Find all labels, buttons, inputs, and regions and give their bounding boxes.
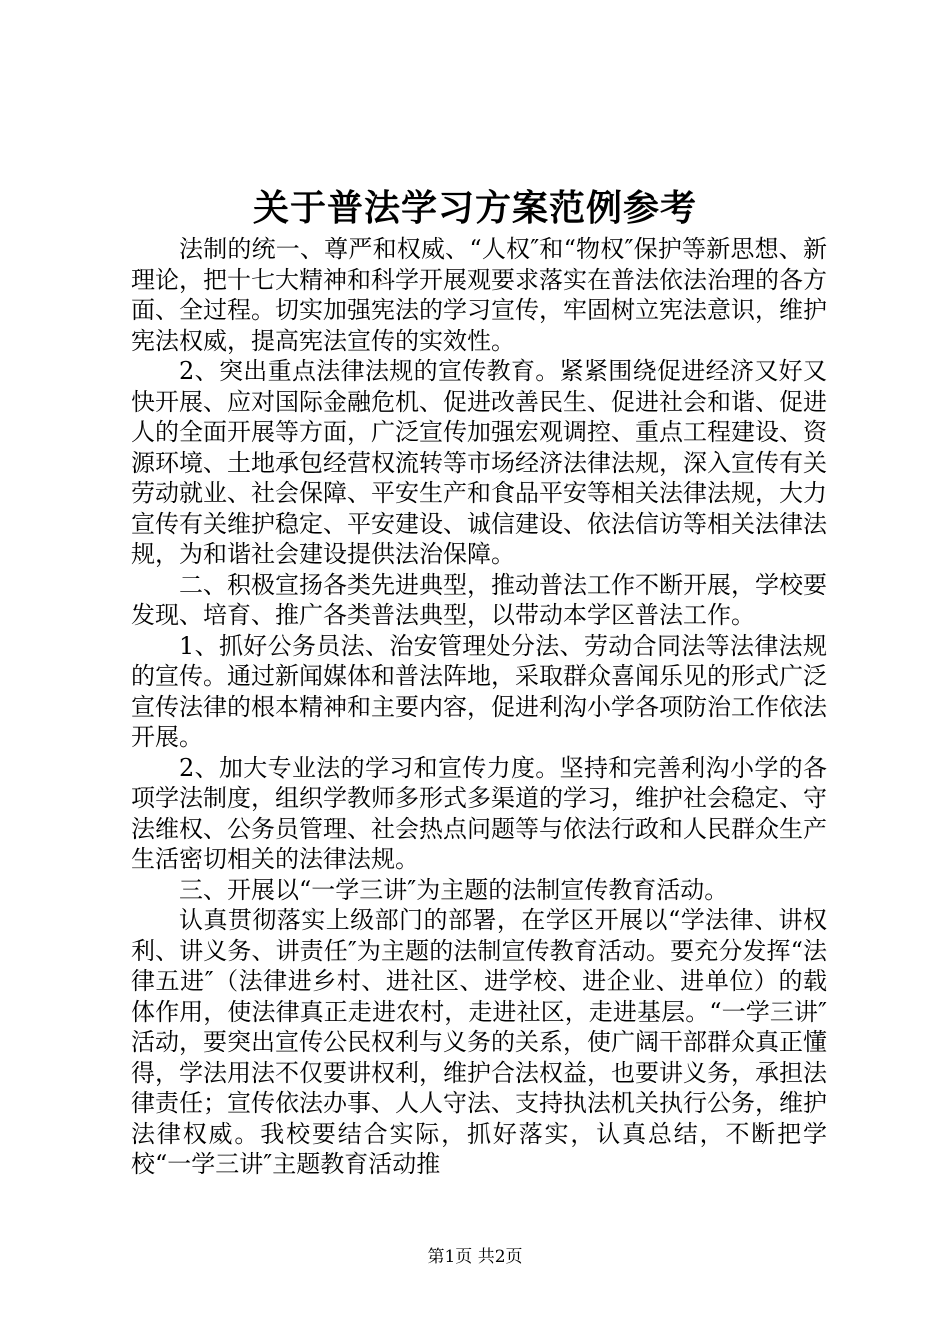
paragraph: 二、积极宣扬各类先进典型，推动普法工作不断开展，学校要发现、培育、推广各类普法典型，以带动本学区普法工作。: [131, 570, 827, 629]
paragraph: 法制的统一、尊严和权威、“人权″和“物权″保护等新思想、新理论，把十七大精神和科学开展观要求落实在普法依法治理的各方面、全过程。切实加强宪法的学习宣传，牢固树立宪法意识，维护宪法权威，提高宪法宣传的实效性。: [131, 235, 827, 355]
paragraph: 认真贯彻落实上级部门的部署，在学区开展以“学法律、讲权利、讲义务、讲责任″为主题的法制宣传教育活动。要充分发挥“法律五进″（法律进乡村、进社区、进学校、进企业、进单位）的载体作用，使法律真正走进农村，走进社区，走进基层。“一学三讲″活动，要突出宣传公民权利与义务的关系，使广阔干部群众真正懂得，学法用法不仅要讲权利，维护合法权益，也要讲义务，承担法律责任；宣传依法办事、人人守法、支持执法机关执行公务，维护法律权威。我校要结合实际，抓好落实，认真总结，不断把学校“一学三讲″主题教育活动推: [131, 906, 827, 1178]
paragraph: 2、加大专业法的学习和宣传力度。坚持和完善利沟小学的各项学法制度，组织学教师多形式多渠道的学习，维护社会稳定、守法维权、公务员管理、社会热点问题等与依法行政和人民群众生产生活密切相关的法律法规。: [131, 753, 827, 873]
document-title: 关于普法学习方案范例参考: [252, 187, 697, 229]
page-number-footer: 第1页 共2页: [427, 1247, 523, 1267]
paragraph: 三、开展以“一学三讲″为主题的法制宣传教育活动。: [179, 875, 729, 904]
document-body: [131, 234, 827, 1180]
paragraph: 1、抓好公务员法、治安管理处分法、劳动合同法等法律法规的宣传。通过新闻媒体和普法阵地，采取群众喜闻乐见的形式广泛宣传法律的根本精神和主要内容，促进利沟小学各项防治工作依法开展。: [131, 631, 827, 751]
paragraph: 2、突出重点法律法规的宣传教育。紧紧围绕促进经济又好又快开展、应对国际金融危机、促进改善民生、促进社会和谐、促进人的全面开展等方面，广泛宣传加强宏观调控、重点工程建设、资源环境、土地承包经营权流转等市场经济法律法规，深入宣传有关劳动就业、社会保障、平安生产和食品平安等相关法律法规，大力宣传有关维护稳定、平安建设、诚信建设、依法信访等相关法律法规，为和谐社会建设提供法治保障。: [131, 357, 827, 568]
